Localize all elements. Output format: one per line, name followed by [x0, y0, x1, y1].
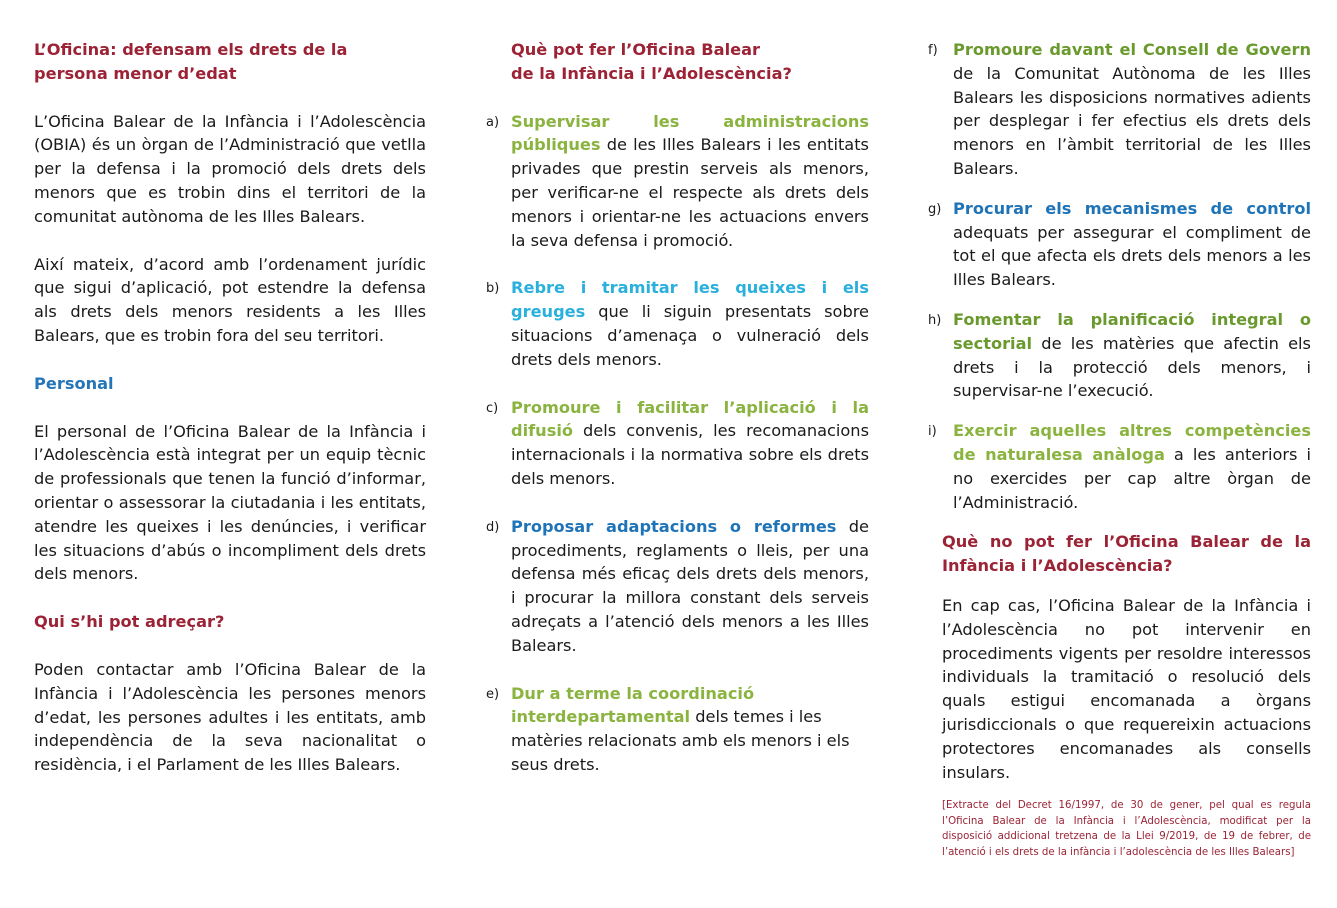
item-rest: a les anteriors i no exercides per cap altre òrgan de l’Administració.: [953, 444, 1311, 512]
item-text: [953, 308, 1311, 403]
item-highlight: Exercir aquelles altres competències de naturalesa anàloga: [953, 421, 1311, 464]
item-highlight: Rebre i tramitar les queixes i els greuges: [511, 278, 869, 322]
item-letter: a): [486, 114, 500, 130]
item-text: [511, 396, 869, 491]
item-letter: h): [928, 312, 942, 328]
item-highlight: Procurar els mecanismes de control: [953, 198, 1311, 218]
column-right: [928, 38, 1311, 860]
item-rest: dels temes i les matèries relacionats amb els menors i els seus drets.: [511, 707, 850, 774]
list-item: [928, 419, 1311, 514]
heading-oficina: L’Oficina: defensam els drets de la persona menor d’edat: [34, 40, 348, 83]
source-note: [Extracte del Decret 16/1997, de 30 de gener, pel qual es regula l’Oficina Balear de la Infància i l’Adolescència, modificat per la disposició addicional tretzena de la Llei 9/2019, de 19 de febrer, de l’atenció i els drets de la infància i l’adolescència de les Illes Balears]: [942, 800, 1311, 858]
heading-what-can-do: [486, 38, 869, 86]
item-rest: de les matèries que afectin els drets i la protecció dels menors, i supervisar-ne l’execució.: [953, 333, 1311, 401]
column-middle: [486, 38, 869, 777]
list-item: [928, 308, 1311, 403]
item-rest: de la Comunitat Autònoma de les Illes Balears les disposicions normatives adients per desplegar i fer efectius els drets dels menors en l’àmbit territorial de les Illes Balears.: [953, 63, 1311, 178]
heading-what-can-do-line1: Què pot fer l’Oficina Balear: [511, 40, 761, 59]
paragraph-obia-intro: L’Oficina Balear de la Infància i l’Adolescència (OBIA) és un òrgan de l’Administració que vetlla per la defensa i la promoció dels drets dels menors que es trobin dins el territori de la comunitat autònoma de les Illes Balears.: [34, 111, 426, 226]
paragraph-abroad: Així mateix, d’acord amb l’ordenament jurídic que sigui d’aplicació, pot estendre la defensa als drets dels menors residents a les Illes Balears, que es trobin fora del seu territori.: [34, 254, 426, 345]
list-item: [928, 38, 1311, 181]
item-rest: de les Illes Balears i les entitats privades que prestin serveis als menors, per verificar-ne el respecte als drets dels menors i orientar-ne les actuacions envers la seva defensa i promoció.: [511, 135, 869, 250]
item-highlight: Promoure i facilitar l’aplicació i la difusió: [511, 397, 869, 441]
item-rest: dels convenis, les recomanacions internacionals i la normativa sobre els drets dels menors.: [511, 421, 869, 488]
item-letter: b): [486, 281, 500, 297]
column-left: [34, 38, 426, 777]
item-text: [511, 682, 869, 777]
item-letter: f): [928, 43, 938, 58]
item-letter: i): [928, 424, 937, 440]
item-text: [953, 38, 1311, 181]
heading-who-can-contact: Qui s’hi pot adreçar?: [34, 612, 225, 632]
item-highlight: Fomentar la planificació integral o sectorial: [953, 309, 1311, 353]
list-item: [486, 396, 869, 491]
paragraph-personal: El personal de l’Oficina Balear de la Infància i l’Adolescència està integrat per un equip tècnic de professionals que tenen la funció d’informar, orientar o assessorar la ciutadania i les entitats, atendre les queixes i les denúncies, i verificar les situacions d’abús o incompliment dels drets dels menors.: [34, 421, 426, 584]
list-item: [486, 682, 869, 777]
item-highlight: Promoure davant el Consell de Govern: [953, 40, 1311, 59]
paragraph-what-cannot-do: En cap cas, l’Oficina Balear de la Infància i l’Adolescència no pot intervenir en procediments vigents per resoldre interessos individuals la tramitació o resolució dels quals estigui encomanada a òrgans jurisdiccionals o que requereixin actuacions protectores encomanades als consells insulars.: [942, 595, 1311, 782]
item-rest: adequats per assegurar el compliment de tot el que afecta els drets dels menors a les Illes Balears.: [953, 222, 1311, 290]
paragraph-who-can-contact: Poden contactar amb l’Oficina Balear de la Infància i l’Adolescència les persones menors d’edat, les persones adultes i les entitats, amb independència de la seva nacionalitat o residència, i el Parlament de les Illes Balears.: [34, 659, 426, 775]
heading-what-can-do-line2: de la Infància i l’Adolescència?: [511, 63, 792, 83]
list-item: [486, 515, 869, 658]
item-highlight: Proposar adaptacions o reformes: [511, 516, 837, 536]
item-text: [511, 110, 869, 253]
heading-what-cannot-do: Què no pot fer l’Oficina Balear de la Infància i l’Adolescència?: [942, 532, 1311, 576]
item-text: [511, 276, 869, 371]
list-item: [486, 276, 869, 371]
item-rest: de procediments, reglaments o lleis, per una defensa més eficaç dels drets dels menors, i procurar la millora constant dels serveis adreçats a l’atenció dels menors a les Illes Balears.: [511, 516, 869, 655]
item-letter: d): [486, 519, 500, 535]
item-letter: c): [486, 400, 499, 416]
item-highlight: Supervisar les administracions públiques: [511, 111, 869, 155]
item-text: [511, 515, 869, 658]
list-item: [928, 197, 1311, 292]
item-letter: e): [486, 686, 500, 702]
item-letter: g): [928, 201, 942, 217]
item-text: [953, 419, 1311, 514]
heading-personal: Personal: [34, 373, 114, 393]
list-item: [486, 110, 869, 253]
item-text: [953, 197, 1311, 292]
item-rest: que li siguin presentats sobre situacions d’amenaça o vulneració dels drets dels menors.: [511, 302, 869, 369]
item-highlight: Dur a terme la coordinació interdepartamental: [511, 683, 755, 727]
